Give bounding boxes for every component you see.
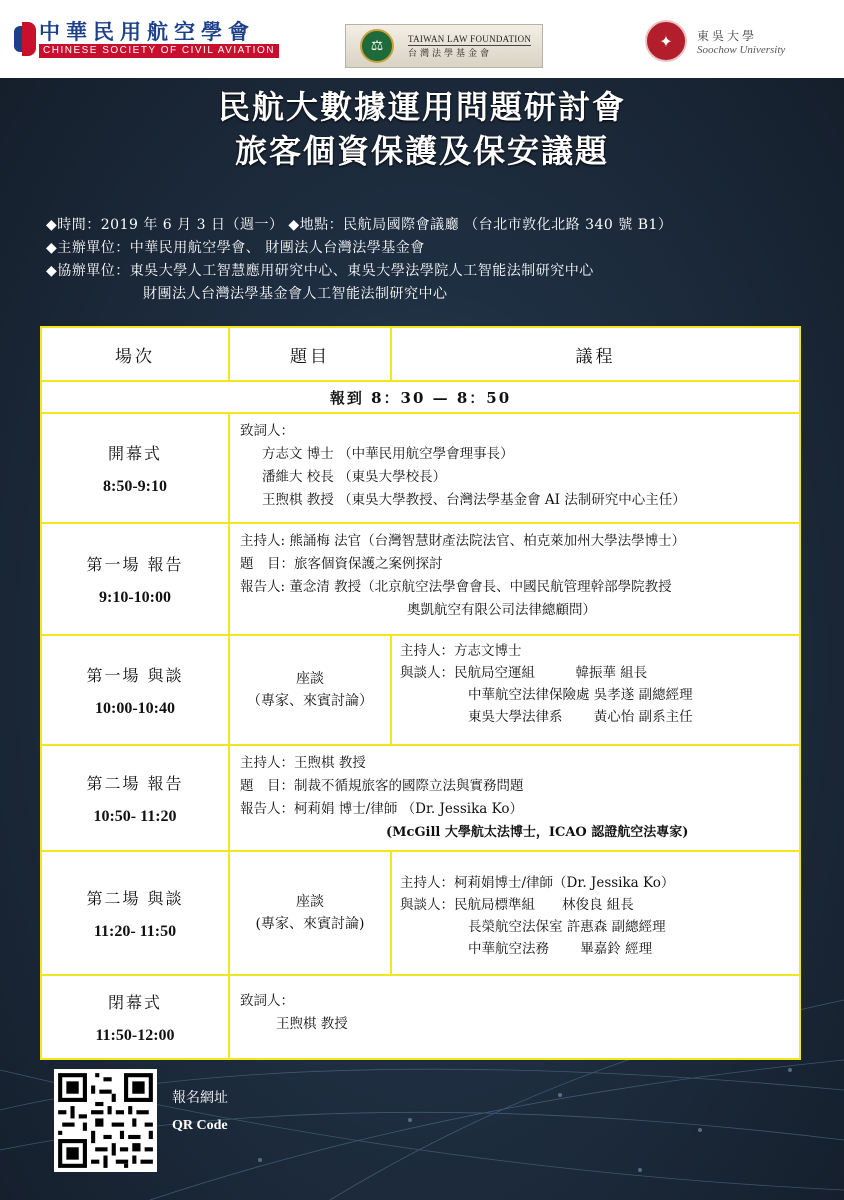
session-name: 閉幕式 — [107, 992, 162, 1012]
header-session: 場次 — [41, 327, 229, 381]
agenda-line: 主持人：柯莉娟博士/律師（Dr. Jessika Ko） — [400, 875, 675, 891]
agenda-cell — [229, 413, 800, 523]
event-info — [46, 214, 826, 306]
scu-seal-icon: ✦ — [645, 20, 687, 62]
agenda-line: 王煦棋 教授 — [276, 1016, 348, 1032]
topic-line: (專家、來賓討論) — [255, 916, 365, 932]
topic-cell — [229, 635, 391, 745]
session-cell — [41, 523, 229, 635]
tlf-name-zh: 台灣法學基金會 — [408, 45, 531, 59]
session-time: 8:50-9:10 — [103, 477, 167, 495]
scu-name-zh: 東吳大學 — [697, 28, 758, 43]
table-row — [41, 413, 800, 523]
sub-title: 旅客個資保護及保安議題 — [234, 132, 609, 170]
agenda-line: 與談人：民航局標準組 林俊良 組長 — [400, 897, 634, 913]
agenda-line: 主持人：方志文博士 — [400, 643, 522, 659]
agenda-line: (McGill 大學航太法博士，ICAO 認證航空法專家) — [386, 825, 689, 840]
table-row — [41, 745, 800, 851]
agenda-line: 中華航空法務 畢嘉鈴 經理 — [468, 941, 653, 957]
agenda-line: 中華航空法律保險處 吳孝遂 副總經理 — [468, 687, 693, 703]
agenda-cell — [229, 523, 800, 635]
session-time: 10:00-10:40 — [95, 699, 175, 717]
session-name: 第二場 報告 — [86, 773, 184, 793]
session-cell — [41, 635, 229, 745]
qr-caption — [172, 1084, 228, 1140]
tlf-seal-icon: ⚖ — [360, 29, 394, 63]
session-time: 9:10-10:00 — [99, 588, 171, 606]
session-time: 11:50-12:00 — [95, 1026, 175, 1044]
csca-emblem-icon — [14, 22, 36, 56]
session-name: 第一場 報告 — [86, 554, 184, 574]
info-co-organizers-cont: 財團法人台灣法學基金會人工智能法制研究中心 — [143, 286, 448, 302]
agenda-cell — [391, 851, 800, 975]
qr-code[interactable] — [54, 1069, 157, 1172]
session-cell — [41, 413, 229, 523]
tlf-logo — [345, 24, 543, 68]
session-time: 10:50- 11:20 — [93, 807, 177, 825]
agenda-line: 主持人: 熊誦梅 法官（台灣智慧財產法院法官、柏克萊加州大學法學博士） — [240, 533, 686, 549]
session-time: 11:20- 11:50 — [93, 922, 177, 940]
agenda-line: 致詞人： — [240, 423, 294, 439]
registration-row — [41, 381, 800, 413]
qr-label-zh: 報名網址 — [172, 1090, 228, 1106]
header-topic: 題目 — [229, 327, 391, 381]
topic-line: （專家、來賓討論） — [247, 693, 373, 709]
agenda-cell — [229, 975, 800, 1059]
agenda-line: 方志文 博士 （中華民用航空學會理事長） — [262, 446, 514, 462]
scu-logo — [645, 20, 785, 62]
csca-name-en: CHINESE SOCIETY OF CIVIL AVIATION — [39, 44, 279, 58]
header-agenda: 議程 — [391, 327, 800, 381]
topic-cell — [229, 851, 391, 975]
table-header-row — [41, 327, 800, 381]
agenda-line: 與談人：民航局空運組 韓振華 組長 — [400, 665, 648, 681]
qr-label-en: QR Code — [172, 1118, 228, 1133]
info-organizers: ◆主辦單位：中華民用航空學會、 財團法人台灣法學基金會 — [46, 240, 425, 256]
agenda-line: 王煦棋 教授 （東吳大學教授、台灣法學基金會 AI 法制研究中心主任） — [262, 492, 686, 508]
main-title: 民航大數據運用問題研討會 — [217, 88, 626, 126]
agenda-line: 題 目：制裁不循規旅客的國際立法與實務問題 — [240, 778, 524, 794]
session-cell — [41, 745, 229, 851]
agenda-line: 長榮航空法保室 許惠森 副總經理 — [468, 919, 666, 935]
csca-logo — [14, 20, 279, 58]
topic-line: 座談 — [296, 671, 324, 687]
table-row — [41, 523, 800, 635]
agenda-line: 潘維大 校長 （東吳大學校長） — [262, 469, 447, 485]
schedule-table — [40, 326, 801, 1060]
tlf-name-en: TAIWAN LAW FOUNDATION — [408, 33, 532, 44]
table-row — [41, 635, 800, 745]
agenda-line: 東吳大學法律系 黃心怡 副系主任 — [468, 709, 693, 725]
topic-line: 座談 — [296, 894, 324, 910]
scu-name-en: Soochow University — [697, 43, 786, 56]
agenda-line: 報告人: 董念清 教授（北京航空法學會會長、中國民航管理幹部學院教授 — [240, 579, 672, 595]
agenda-line: 題 目：旅客個資保護之案例探討 — [240, 556, 443, 572]
agenda-line: 致詞人： — [240, 993, 294, 1009]
agenda-line: 奧凱航空有限公司法律總顧問） — [407, 602, 596, 618]
session-cell — [41, 851, 229, 975]
table-row — [41, 851, 800, 975]
logo-header — [0, 0, 844, 78]
table-row — [41, 975, 800, 1059]
session-name: 第一場 與談 — [86, 665, 184, 685]
info-time-venue: ◆時間：2019 年 6 月 3 日（週一） ◆地點：民航局國際會議廳 （台北市敦化北路 340 號 B1） — [46, 217, 673, 233]
agenda-line: 報告人：柯莉娟 博士/律師 （Dr. Jessika Ko） — [240, 801, 523, 817]
agenda-line: 主持人：王煦棋 教授 — [240, 755, 366, 771]
session-name: 第二場 與談 — [86, 888, 184, 908]
registration-time: 報到 8：30 — 8：50 — [41, 381, 800, 413]
csca-name-zh: 中華民用航空學會 — [39, 20, 255, 44]
session-cell — [41, 975, 229, 1059]
info-co-organizers: ◆協辦單位：東吳大學人工智慧應用研究中心、東吳大學法學院人工智能法制研究中心 — [46, 263, 594, 279]
qr-code-icon — [54, 1069, 157, 1172]
session-name: 開幕式 — [107, 443, 162, 463]
agenda-cell — [229, 745, 800, 851]
agenda-cell — [391, 635, 800, 745]
title-block — [0, 84, 844, 174]
